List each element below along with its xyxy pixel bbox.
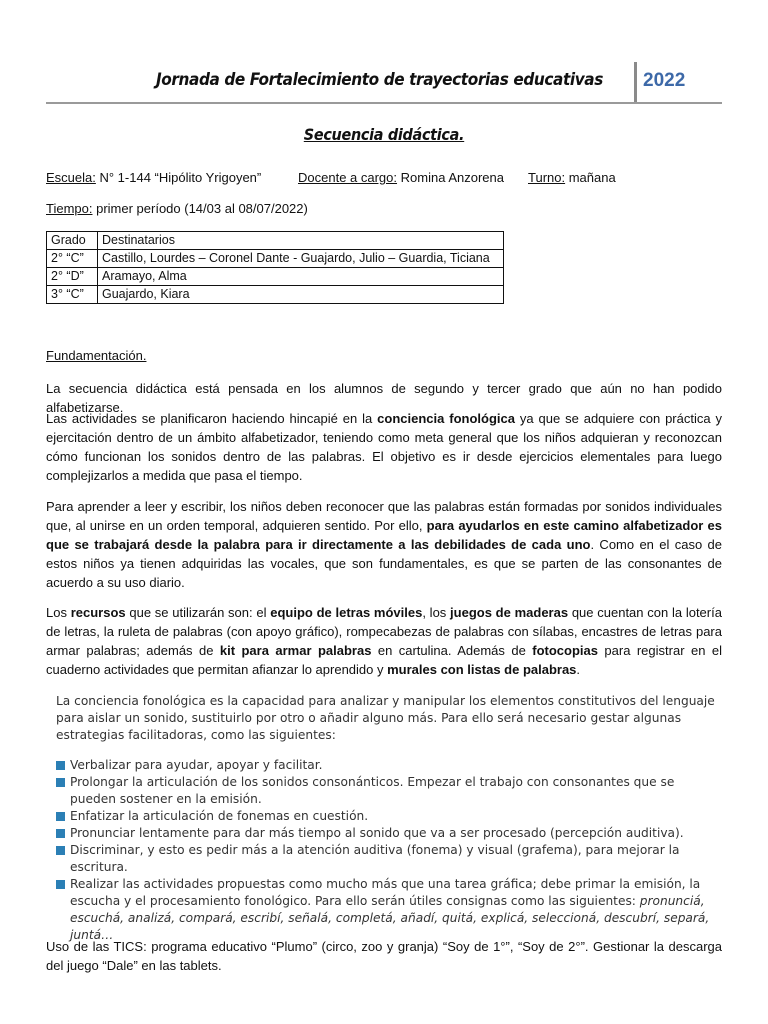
header-title: Jornada de Fortalecimiento de trayectorias educativas [156,70,603,90]
strategy-item [56,774,722,808]
tiempo-line [46,201,308,216]
bullet-square-icon [56,761,65,770]
p4-text: Los [46,605,71,620]
strategy-item [56,808,722,825]
p4-text: en cartulina. Además de [371,643,533,658]
turno-value: mañana [565,170,616,185]
strategy-text: Discriminar, y esto es pedir más a la atención auditiva (fonema) y visual (grafema), para mejorar la escritura. [70,843,680,874]
column-header-destinatarios: Destinatarios [98,232,504,250]
p4-text: , los [422,605,451,620]
p3-bold: para ayudarlos en este camino alfabetizador es que se trabajará desde la palabra para ir directamente a las debilidades de cada uno [46,518,723,552]
strategies-box [56,693,722,944]
p4-bold: murales con listas de palabras [387,662,577,677]
tics-paragraph: Uso de las TICS: programa educativo “Plumo” (circo, zoo y granja) “Soy de 1°”, “Soy de 2°”. Gestionar la descarga del juego “Dale” en las tablets. [46,939,722,973]
docente-line [298,170,504,185]
tiempo-label: Tiempo: [46,201,93,216]
table-row [47,250,504,268]
p4-text: . [576,662,581,677]
bullet-square-icon [56,778,65,787]
strategy-item [56,825,722,842]
p4-bold: fotocopias [532,643,598,658]
p2-text-a: Las actividades se planificaron haciendo hincapié en la [46,411,378,426]
escuela-value: N° 1-144 “Hipólito Yrigoyen” [95,170,262,185]
grado-cell: 3° “C” [47,286,98,304]
tiempo-value: primer período (14/03 al 08/07/2022) [92,201,308,216]
p4-text: que cuentan con la lotería de letras, la ruleta de palabras (con apoyo gráfico), rompecabezas de palabras con sílabas, encastres de letras para armar palabras; además de [46,605,722,658]
strategy-text: Prolongar la articulación de los sonidos consonánticos. Empezar el trabajo con consonantes que se pueden sostener en la emisión. [70,775,675,806]
docente-label: Docente a cargo: [298,170,398,185]
school-line [46,170,261,185]
strategy-text: Pronunciar lentamente para dar más tiempo al sonido que va a ser procesado (percepción auditiva). [70,826,684,840]
strategy-item [56,842,722,876]
p4-text: que se utilizarán son: el [125,605,271,620]
fundamentacion-heading: Fundamentación. [46,348,147,363]
paragraph-4 [46,603,722,679]
header-separator [634,62,637,102]
strategy-item [56,757,722,774]
p4-bold: juegos de maderas [450,605,569,620]
strategy-item [56,876,722,944]
strategy-text: Realizar las actividades propuestas como mucho más que una tarea gráfica; debe primar la emisión, la escucha y el procesamiento fonológico. Para ello serán útiles consignas como las siguientes: [70,877,701,908]
p2-bold-conciencia: conciencia fonológica [377,411,515,426]
escuela-label: Escuela: [46,170,96,185]
table-row [47,286,504,304]
bullet-square-icon [56,829,65,838]
table-row [47,268,504,286]
bullet-square-icon [56,846,65,855]
destinatarios-cell: Aramayo, Alma [98,268,504,286]
p4-bold: recursos [70,605,126,620]
p4-bold: kit para armar palabras [219,643,372,658]
p2-text-c: ya que se adquiere con práctica y ejercitación dentro de un ámbito alfabetizador, teniendo como meta general que los niños adquieran y reconozcan cómo funcionan los sonidos dentro de las palabras. El objetivo es ir desde ejercicios elementales para luego complejizarlos a medida que pasa el tiempo. [46,411,722,483]
turno-line [528,170,616,185]
paragraph-3 [46,497,722,592]
page-header [46,60,722,104]
p4-text: para registrar en el cuaderno actividades que permitan afianzar lo aprendido y [46,643,722,677]
turno-label: Turno: [528,170,566,185]
strategy-text: Verbalizar para ayudar, apoyar y facilitar. [70,758,323,772]
bullet-square-icon [56,812,65,821]
strategy-consignas: pronunciá, escuchá, analizá, compará, escribí, señalá, completá, añadí, quitá, explicá, seleccioná, descubrí, separá, juntá… [70,894,710,942]
strategies-intro: La conciencia fonológica es la capacidad para analizar y manipular los elementos constitutivos del lenguaje para aislar un sonido, sustituirlo por otro o añadir alguno más. Para ello será necesario gestar algunas estrategias facilitadoras, como las siguientes: [56,694,715,742]
grado-cell: 2° “D” [47,268,98,286]
bullet-square-icon [56,880,65,889]
destinatarios-cell: Guajardo, Kiara [98,286,504,304]
p4-bold: equipo de letras móviles [270,605,423,620]
paragraph-2 [46,409,722,485]
p3-text-c: . Como en el caso de estos niños ya tienen adquiridas las vocales, que son fundamentales, es que se parten de las consonantes de acuerdo a su uso diario. [46,537,722,590]
students-table [46,231,504,304]
p3-text-a: Para aprender a leer y escribir, los niños deben reconocer que las palabras están formadas por sonidos individuales que, al unirse en un orden temporal, adquieren sentido. Por ello, [46,499,722,533]
header-year: 2022 [643,70,686,91]
table-header-row [47,232,504,250]
docente-value: Romina Anzorena [397,170,504,185]
document-title: Secuencia didáctica. [303,125,465,144]
destinatarios-cell: Castillo, Lourdes – Coronel Dante - Guajardo, Julio – Guardia, Ticiana [98,250,504,268]
strategy-text: Enfatizar la articulación de fonemas en cuestión. [70,809,369,823]
paragraph-1: La secuencia didáctica está pensada en los alumnos de segundo y tercer grado que aún no han podido alfabetizarse. [46,381,722,415]
column-header-grado: Grado [47,232,98,250]
grado-cell: 2° “C” [47,250,98,268]
